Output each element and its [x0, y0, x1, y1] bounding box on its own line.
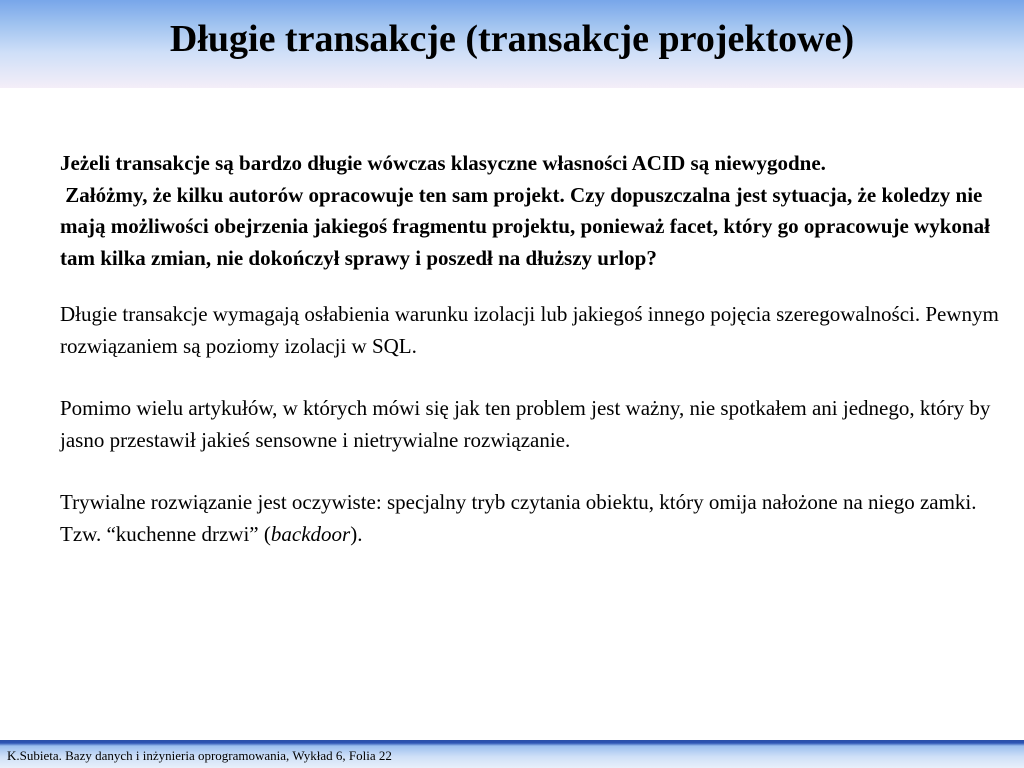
footer-caption: K.Subieta. Bazy danych i inżynieria oprogramowania, Wykład 6, Folia 22: [7, 748, 392, 763]
backdoor-term: backdoor: [270, 521, 351, 546]
intro-line-2: Załóżmy, że kilku autorów opracowuje ten sam projekt. Czy dopuszczalna jest sytuacja, że koledzy nie mają możliwości obejrzenia jakiegoś fragmentu projektu, ponieważ facet, który go opracowuje wykonał tam kilka zmian, nie dokończył sprawy i poszedł na dłuższy urlop?: [60, 182, 996, 270]
paragraph-isolation: Długie transakcje wymagają osłabienia warunku izolacji lub jakiegoś innego pojęcia szeregowalności. Pewnym rozwiązaniem są poziomy izolacji w SQL.: [60, 302, 999, 358]
trivial-solution-end: ).: [350, 521, 363, 546]
trivial-solution-text: Trywialne rozwiązanie jest oczywiste: specjalny tryb czytania obiektu, który omija nałożone na niego zamki. Tzw. “kuchenne drzwi” (: [60, 490, 977, 546]
header-band: [0, 0, 1024, 88]
intro-paragraph: [60, 148, 1005, 274]
paragraph-trivial-solution: [60, 487, 1005, 550]
slide-title: Długie transakcje (transakcje projektowe): [169, 18, 855, 60]
paragraph-articles: Pomimo wielu artykułów, w których mówi się jak ten problem jest ważny, nie spotkałem ani jednego, który by jasno przestawił jakieś sensowne i nietrywialne rozwiązanie.: [60, 396, 991, 452]
footer-band: [0, 740, 1024, 768]
intro-line-1: Jeżeli transakcje są bardzo długie wówczas klasyczne własności ACID są niewygodne.: [60, 151, 826, 175]
slide-content: [60, 148, 1005, 581]
